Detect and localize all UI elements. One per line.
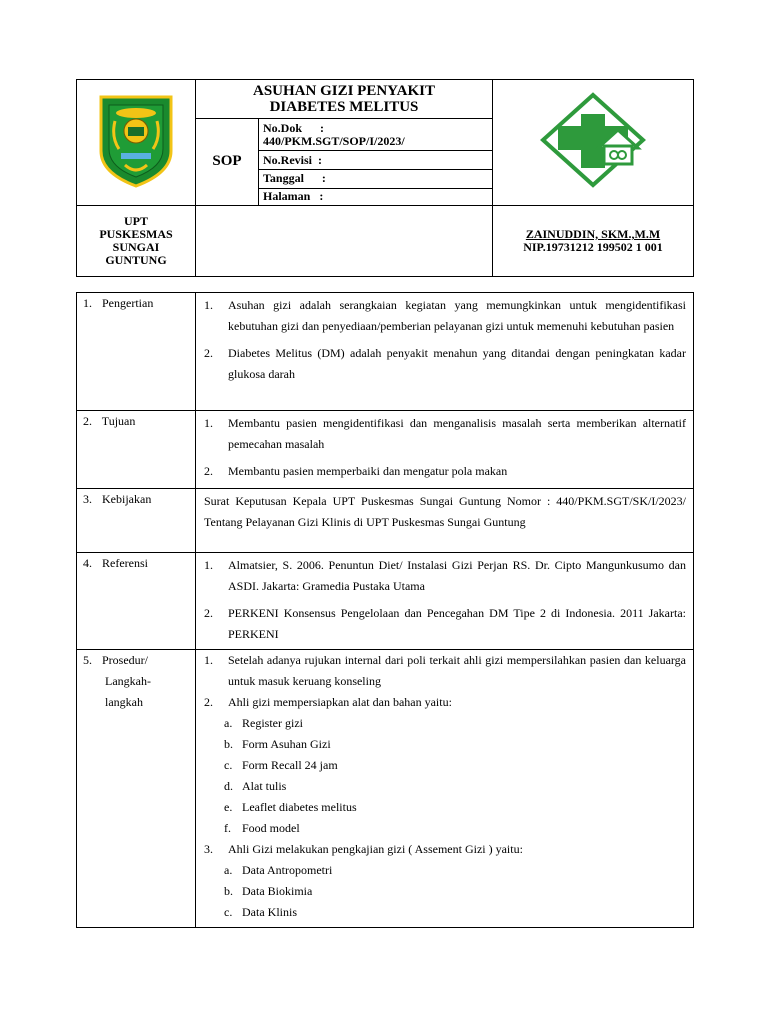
label-prosedur: 5. Prosedur/ Langkah- langkah [77,650,196,928]
content-kebijakan: Surat Keputusan Kepala UPT Puskesmas Sungai Guntung Nomor : 440/PKM.SGT/SK/I/2023/ Tentang Pelayanan Gizi Klinis di UPT Puskesmas Sungai Guntung [196,489,694,553]
no-revisi-field: No.Revisi : [259,151,493,170]
sub-list-item: f. Food model [224,821,300,835]
regional-emblem-cell [77,80,196,206]
content-pengertian [196,293,694,411]
signer-name: ZAINUDDIN, SKM.,M.M [525,226,661,241]
row-tujuan [77,411,694,489]
row-prosedur [77,650,694,928]
list-item: 2. Membantu pasien memperbaiki dan mengatur pola makan [204,464,508,478]
list-item: 2. Diabetes Melitus (DM) adalah penyakit menahun yang ditandai dengan peningkatan kadar glukosa darah [204,346,686,381]
blank-cell [196,205,493,276]
list-item: 2. PERKENI Konsensus Pengelolaan dan Pencegahan DM Tipe 2 di Indonesia. 2011 Jakarta: PERKENI [204,606,686,641]
label-pengertian: 1. Pengertian [77,293,196,411]
row-referensi [77,553,694,650]
list-item: 2. Ahli gizi mempersiapkan alat dan bahan yaitu: [204,695,452,709]
content-referensi [196,553,694,650]
document-title: ASUHAN GIZI PENYAKIT DIABETES MELITUS [196,80,493,119]
list-item: 1. Membantu pasien mengidentifikasi dan menganalisis masalah serta memberikan alternatif pemecahan masalah [204,416,686,451]
no-dok-field: No.Dok : 440/PKM.SGT/SOP/I/2023/ [259,119,493,151]
sop-content-table [76,292,694,928]
row-pengertian [77,293,694,411]
content-prosedur [196,650,694,928]
sop-header-table [76,79,694,277]
sub-list-item: d. Alat tulis [224,779,287,793]
label-tujuan: 2. Tujuan [77,411,196,489]
puskesmas-cross-logo-icon [538,92,648,188]
label-kebijakan: 3. Kebijakan [77,489,196,553]
sub-list-item: b. Data Biokimia [224,884,313,898]
list-item: 1. Asuhan gizi adalah serangkaian kegiatan yang memungkinkan untuk mengidentifikasi kebutuhan gizi dan penyediaan/pemberian pelayanan gizi untuk memenuhi kebutuhan pasien [204,298,686,333]
list-item: 1. Setelah adanya rujukan internal dari poli terkait ahli gizi mempersilahkan pasien dan keluarga untuk masuk keruang konseling [204,653,686,688]
sub-list-item: c. Data Klinis [224,905,297,919]
organization-name: UPT PUSKESMAS SUNGAI GUNTUNG [77,205,196,276]
signer-nip: NIP.19731212 199502 1 001 [523,239,663,254]
sub-list-item: a. Data Antropometri [224,863,333,877]
row-kebijakan [77,489,694,553]
regional-emblem-icon [95,91,177,189]
label-referensi: 4. Referensi [77,553,196,650]
sop-label: SOP [196,119,259,205]
signature-block [493,205,694,276]
sub-list-item: c. Form Recall 24 jam [224,758,338,772]
puskesmas-logo-cell [493,80,694,206]
sub-list-item: e. Leaflet diabetes melitus [224,800,357,814]
tanggal-field: Tanggal : [259,170,493,188]
list-item: 1. Almatsier, S. 2006. Penuntun Diet/ Instalasi Gizi Perjan RS. Dr. Cipto Mangunkusumo dan ASDI. Jakarta: Gramedia Pustaka Utama [204,558,686,593]
list-item: 3. Ahli Gizi melakukan pengkajian gizi ( Assement Gizi ) yaitu: [204,842,523,856]
halaman-field: Halaman : [259,188,493,205]
content-tujuan [196,411,694,489]
sub-list-item: a. Register gizi [224,716,303,730]
sub-list-item: b. Form Asuhan Gizi [224,737,331,751]
